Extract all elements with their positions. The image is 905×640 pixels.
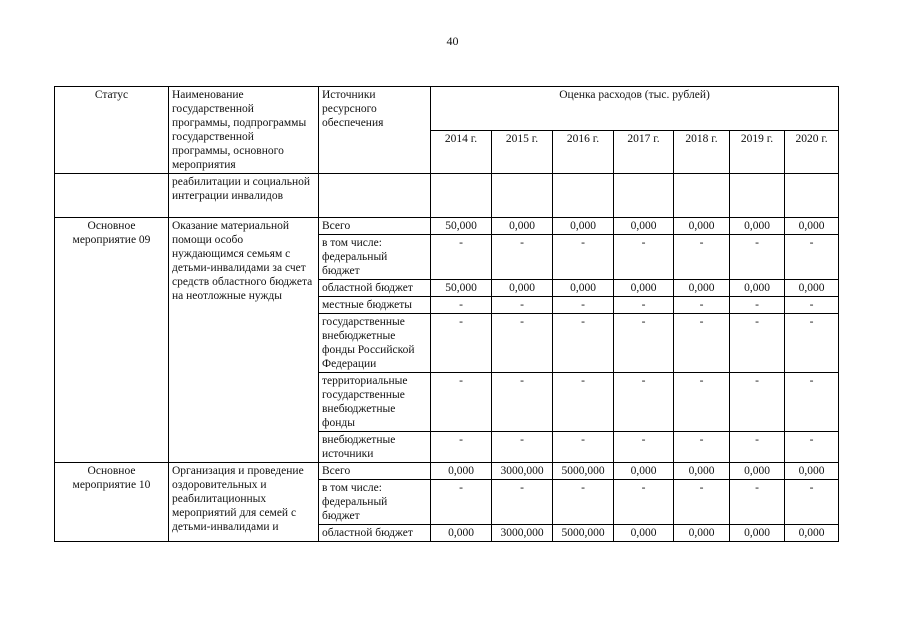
header-row xyxy=(55,87,839,131)
value-cell: 0,000 xyxy=(614,280,674,297)
year-header: 2020 г. xyxy=(785,131,839,174)
value-cell: - xyxy=(730,480,785,525)
header-status: Статус xyxy=(55,87,169,174)
value-cell: - xyxy=(785,297,839,314)
table-row xyxy=(55,218,839,235)
value-cell: 5000,000 xyxy=(553,463,614,480)
value-cell: 0,000 xyxy=(492,218,553,235)
year-header: 2019 г. xyxy=(730,131,785,174)
value-cell: - xyxy=(431,480,492,525)
value-cell: 0,000 xyxy=(674,463,730,480)
value-cell: - xyxy=(674,432,730,463)
value-cell: 0,000 xyxy=(674,525,730,542)
value-cell: 0,000 xyxy=(674,218,730,235)
value-cell: 50,000 xyxy=(431,280,492,297)
value-cell: - xyxy=(492,314,553,373)
value-cell: - xyxy=(674,314,730,373)
value-cell: - xyxy=(674,235,730,280)
value-cell: 5000,000 xyxy=(553,525,614,542)
value-cell: - xyxy=(614,373,674,432)
value-cell: 0,000 xyxy=(785,525,839,542)
source-cell: Всего xyxy=(319,218,431,235)
value-cell: - xyxy=(431,432,492,463)
value-cell: 0,000 xyxy=(614,525,674,542)
year-header: 2017 г. xyxy=(614,131,674,174)
value-cell: 0,000 xyxy=(730,218,785,235)
value-cell: - xyxy=(553,314,614,373)
continuation-source xyxy=(319,174,431,218)
continuation-status xyxy=(55,174,169,218)
page-number: 40 xyxy=(446,34,459,48)
value-cell: - xyxy=(492,432,553,463)
value-cell: - xyxy=(492,235,553,280)
value-cell: 0,000 xyxy=(785,218,839,235)
value-cell: - xyxy=(431,373,492,432)
value-cell: - xyxy=(614,314,674,373)
status-cell: Основное мероприятие 10 xyxy=(55,463,169,542)
value-cell: 0,000 xyxy=(614,463,674,480)
measure-name: Оказание материальной помощи особо нуждающимся семьям с детьми-инвалидами за счет средств областного бюджета на неотложные нужды xyxy=(169,218,319,463)
year-header: 2016 г. xyxy=(553,131,614,174)
value-cell: - xyxy=(674,480,730,525)
source-cell: государственные внебюджетные фонды Российской Федерации xyxy=(319,314,431,373)
value-cell: - xyxy=(492,297,553,314)
source-cell: внебюджетные источники xyxy=(319,432,431,463)
value-cell: 0,000 xyxy=(674,280,730,297)
header-name: Наименование государственной программы, подпрограммы государственной программы, основного мероприятия xyxy=(169,87,319,174)
table-row xyxy=(55,463,839,480)
value-cell: - xyxy=(614,235,674,280)
groups-body xyxy=(55,218,839,542)
value-cell: 3000,000 xyxy=(492,525,553,542)
source-cell: местные бюджеты xyxy=(319,297,431,314)
header-sources: Источники ресурсного обеспечения xyxy=(319,87,431,174)
value-cell: - xyxy=(431,297,492,314)
value-cell: - xyxy=(553,480,614,525)
value-cell: - xyxy=(553,432,614,463)
value-cell: - xyxy=(553,235,614,280)
value-cell: 0,000 xyxy=(730,525,785,542)
year-header: 2014 г. xyxy=(431,131,492,174)
value-cell: - xyxy=(674,297,730,314)
value-cell: - xyxy=(785,373,839,432)
budget-table xyxy=(54,86,839,542)
value-cell: 0,000 xyxy=(785,280,839,297)
value-cell: 0,000 xyxy=(553,280,614,297)
value-cell: 50,000 xyxy=(431,218,492,235)
value-cell: - xyxy=(785,235,839,280)
header-costs: Оценка расходов (тыс. рублей) xyxy=(431,87,839,131)
value-cell: - xyxy=(431,235,492,280)
source-cell: Всего xyxy=(319,463,431,480)
value-cell: - xyxy=(785,480,839,525)
continuation-name: реабилитации и социальной интеграции инвалидов xyxy=(169,174,319,218)
value-cell: - xyxy=(730,297,785,314)
value-cell: - xyxy=(614,297,674,314)
value-cell: 0,000 xyxy=(553,218,614,235)
value-cell: 0,000 xyxy=(492,280,553,297)
year-header: 2015 г. xyxy=(492,131,553,174)
value-cell: 0,000 xyxy=(431,525,492,542)
source-cell: областной бюджет xyxy=(319,280,431,297)
value-cell: - xyxy=(730,373,785,432)
continuation-row xyxy=(55,174,839,218)
value-cell: 0,000 xyxy=(614,218,674,235)
value-cell: - xyxy=(614,432,674,463)
source-cell: в том числе: федеральный бюджет xyxy=(319,235,431,280)
status-cell: Основное мероприятие 09 xyxy=(55,218,169,463)
value-cell: - xyxy=(785,432,839,463)
value-cell: - xyxy=(492,480,553,525)
measure-name: Организация и проведение оздоровительных и реабилитационных мероприятий для семей с детьми-инвалидами и xyxy=(169,463,319,542)
value-cell: 0,000 xyxy=(431,463,492,480)
value-cell: 3000,000 xyxy=(492,463,553,480)
value-cell: - xyxy=(730,432,785,463)
value-cell: - xyxy=(785,314,839,373)
source-cell: в том числе: федеральный бюджет xyxy=(319,480,431,525)
value-cell: - xyxy=(553,297,614,314)
value-cell: - xyxy=(492,373,553,432)
value-cell: - xyxy=(614,480,674,525)
value-cell: - xyxy=(730,314,785,373)
value-cell: 0,000 xyxy=(785,463,839,480)
year-header: 2018 г. xyxy=(674,131,730,174)
value-cell: - xyxy=(553,373,614,432)
value-cell: 0,000 xyxy=(730,463,785,480)
source-cell: областной бюджет xyxy=(319,525,431,542)
value-cell: - xyxy=(674,373,730,432)
source-cell: территориальные государственные внебюджетные фонды xyxy=(319,373,431,432)
value-cell: - xyxy=(730,235,785,280)
value-cell: - xyxy=(431,314,492,373)
value-cell: 0,000 xyxy=(730,280,785,297)
